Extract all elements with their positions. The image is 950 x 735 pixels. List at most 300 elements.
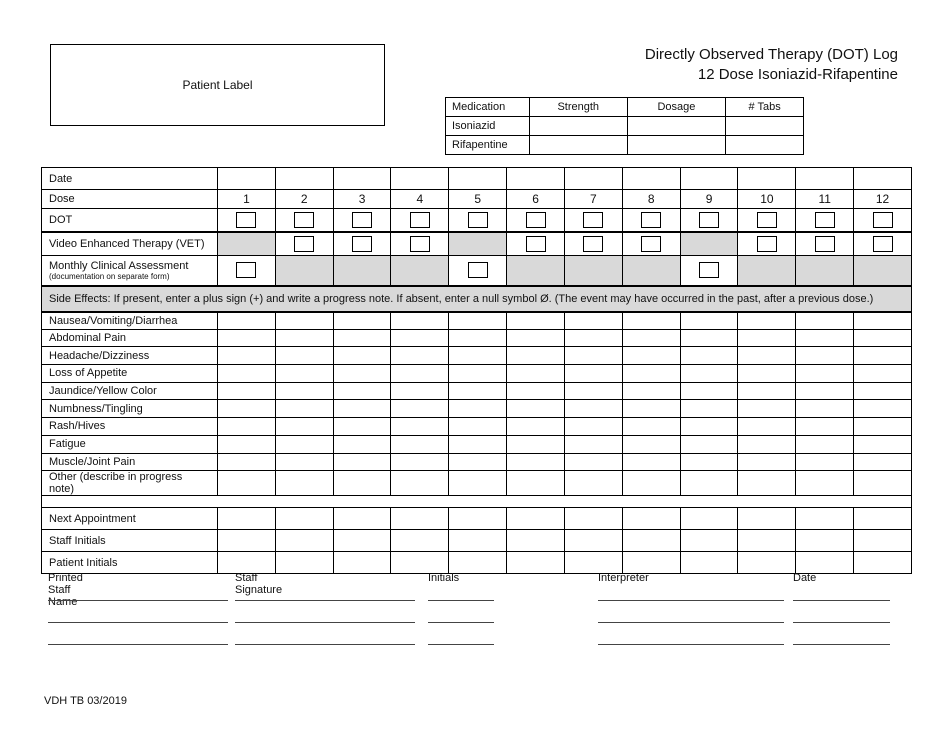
side-effect-cell[interactable]: [854, 312, 912, 330]
sig-header-printed-name: Printed Staff Name: [48, 572, 83, 608]
date-cell[interactable]: [622, 168, 680, 190]
side-effect-cell[interactable]: [622, 418, 680, 436]
side-effect-cell[interactable]: [796, 329, 854, 347]
monthly-assessment-cell-shaded: [738, 256, 796, 286]
side-effect-cell[interactable]: [564, 400, 622, 418]
strength-cell[interactable]: [529, 117, 627, 136]
side-effect-cell[interactable]: [507, 453, 565, 471]
dot-checkbox[interactable]: [641, 212, 661, 228]
vet-checkbox[interactable]: [294, 236, 314, 252]
staff-signature-line[interactable]: [235, 622, 415, 623]
side-effect-cell[interactable]: [391, 312, 449, 330]
side-effect-cell[interactable]: [218, 453, 276, 471]
interpreter-line[interactable]: [598, 600, 784, 601]
monthly-assessment-cell-shaded: [507, 256, 565, 286]
next-appointment-cell[interactable]: [738, 508, 796, 530]
patient-initials-cell[interactable]: [564, 552, 622, 574]
monthly-assessment-title: Monthly Clinical Assessment: [49, 259, 189, 272]
side-effect-cell[interactable]: [854, 453, 912, 471]
side-effect-cell[interactable]: [622, 382, 680, 400]
dot-cell: [622, 209, 680, 232]
monthly-assessment-row: [42, 256, 912, 286]
monthly-assessment-cell-shaded: [275, 256, 333, 286]
dot-checkbox[interactable]: [815, 212, 835, 228]
patient-initials-cell[interactable]: [796, 552, 854, 574]
side-effect-cell[interactable]: [333, 347, 391, 365]
date-cell[interactable]: [738, 168, 796, 190]
side-effect-cell[interactable]: [449, 312, 507, 330]
dose-number: 11: [796, 190, 854, 209]
side-effect-cell[interactable]: [218, 435, 276, 453]
side-effect-cell[interactable]: [680, 418, 738, 436]
staff-initials-cell[interactable]: [275, 530, 333, 552]
side-effect-cell[interactable]: [854, 329, 912, 347]
staff-initials-label: Staff Initials: [42, 530, 218, 552]
next-appointment-cell[interactable]: [854, 508, 912, 530]
side-effect-cell[interactable]: [796, 471, 854, 496]
patient-initials-cell[interactable]: [218, 552, 276, 574]
side-effect-cell[interactable]: [796, 453, 854, 471]
dose-number: 5: [449, 190, 507, 209]
side-effect-cell[interactable]: [680, 347, 738, 365]
column-header: Dosage: [627, 98, 726, 117]
patient-initials-cell[interactable]: [391, 552, 449, 574]
side-effect-cell[interactable]: [507, 471, 565, 496]
side-effect-cell[interactable]: [449, 347, 507, 365]
side-effect-cell[interactable]: [218, 418, 276, 436]
dot-checkbox[interactable]: [873, 212, 893, 228]
side-effect-cell[interactable]: [854, 435, 912, 453]
side-effect-label: Muscle/Joint Pain: [42, 453, 218, 471]
side-effect-cell[interactable]: [275, 418, 333, 436]
side-effect-cell[interactable]: [680, 435, 738, 453]
vet-cell: [796, 232, 854, 256]
next-appointment-cell[interactable]: [449, 508, 507, 530]
date-cell[interactable]: [449, 168, 507, 190]
side-effect-cell[interactable]: [564, 418, 622, 436]
initials-line[interactable]: [428, 622, 494, 623]
dose-number: 12: [854, 190, 912, 209]
side-effect-cell[interactable]: [680, 471, 738, 496]
side-effect-cell[interactable]: [449, 382, 507, 400]
next-appointment-cell[interactable]: [680, 508, 738, 530]
side-effect-label: Headache/Dizziness: [42, 347, 218, 365]
dot-checkbox[interactable]: [236, 212, 256, 228]
side-effect-cell[interactable]: [218, 382, 276, 400]
side-effect-cell[interactable]: [275, 435, 333, 453]
side-effect-cell[interactable]: [854, 347, 912, 365]
side-effect-cell[interactable]: [449, 471, 507, 496]
side-effect-cell[interactable]: [507, 329, 565, 347]
side-effect-cell[interactable]: [564, 435, 622, 453]
side-effect-row: [42, 365, 912, 383]
side-effect-cell[interactable]: [680, 400, 738, 418]
side-effect-cell[interactable]: [738, 312, 796, 330]
date-cell[interactable]: [564, 168, 622, 190]
dot-cell: [218, 209, 276, 232]
vet-cell: [564, 232, 622, 256]
form-title: [645, 45, 898, 85]
dot-checkbox[interactable]: [468, 212, 488, 228]
dose-number: 2: [275, 190, 333, 209]
dot-checkbox[interactable]: [294, 212, 314, 228]
side-effect-cell[interactable]: [391, 347, 449, 365]
side-effect-row: [42, 329, 912, 347]
next-appointment-cell[interactable]: [333, 508, 391, 530]
dose-number: 9: [680, 190, 738, 209]
monthly-assessment-checkbox[interactable]: [236, 262, 256, 278]
date-cell[interactable]: [391, 168, 449, 190]
side-effect-cell[interactable]: [796, 312, 854, 330]
side-effect-cell[interactable]: [275, 453, 333, 471]
side-effect-cell[interactable]: [622, 453, 680, 471]
patient-initials-cell[interactable]: [333, 552, 391, 574]
date-cell[interactable]: [333, 168, 391, 190]
side-effect-cell[interactable]: [564, 365, 622, 383]
side-effect-cell[interactable]: [738, 418, 796, 436]
dose-number: 3: [333, 190, 391, 209]
vet-cell: [622, 232, 680, 256]
staff-initials-cell[interactable]: [622, 530, 680, 552]
date-label: Date: [42, 168, 218, 190]
staff-initials-cell[interactable]: [218, 530, 276, 552]
staff-initials-cell[interactable]: [507, 530, 565, 552]
side-effect-label: Nausea/Vomiting/Diarrhea: [42, 312, 218, 330]
side-effect-cell[interactable]: [680, 312, 738, 330]
printed-name-line[interactable]: [48, 644, 228, 645]
side-effect-cell[interactable]: [333, 312, 391, 330]
date-line[interactable]: [793, 622, 890, 623]
vet-checkbox[interactable]: [526, 236, 546, 252]
dot-label: DOT: [42, 209, 218, 232]
staff-signature-line[interactable]: [235, 644, 415, 645]
next-appointment-cell[interactable]: [507, 508, 565, 530]
dosage-cell[interactable]: [627, 136, 726, 155]
patient-initials-cell[interactable]: [275, 552, 333, 574]
side-effect-cell[interactable]: [564, 453, 622, 471]
side-effect-row: [42, 347, 912, 365]
initials-line[interactable]: [428, 600, 494, 601]
patient-initials-cell[interactable]: [738, 552, 796, 574]
dot-log-table: [41, 167, 912, 574]
date-row: [42, 168, 912, 190]
side-effect-cell[interactable]: [391, 435, 449, 453]
side-effect-cell[interactable]: [854, 365, 912, 383]
side-effect-cell[interactable]: [564, 329, 622, 347]
side-effect-cell[interactable]: [275, 347, 333, 365]
tabs-cell[interactable]: [726, 136, 804, 155]
vet-checkbox[interactable]: [641, 236, 661, 252]
side-effect-cell[interactable]: [218, 471, 276, 496]
side-effect-cell[interactable]: [275, 312, 333, 330]
initials-line[interactable]: [428, 644, 494, 645]
title-line-2: 12 Dose Isoniazid-Rifapentine: [697, 66, 898, 83]
side-effect-cell[interactable]: [796, 382, 854, 400]
patient-initials-cell[interactable]: [854, 552, 912, 574]
medication-name: Isoniazid: [446, 117, 530, 136]
spacer-cell: [42, 496, 912, 508]
side-effect-cell[interactable]: [391, 365, 449, 383]
side-effect-cell[interactable]: [854, 471, 912, 496]
side-effect-cell[interactable]: [738, 400, 796, 418]
side-effect-cell[interactable]: [391, 418, 449, 436]
side-effect-label: Numbness/Tingling: [42, 400, 218, 418]
title-line-1: Directly Observed Therapy (DOT) Log: [644, 46, 898, 63]
vet-checkbox[interactable]: [873, 236, 893, 252]
strength-cell[interactable]: [529, 136, 627, 155]
vet-cell: [391, 232, 449, 256]
side-effect-cell[interactable]: [449, 418, 507, 436]
dot-cell: [738, 209, 796, 232]
side-effect-cell[interactable]: [218, 347, 276, 365]
next-appointment-label: Next Appointment: [42, 508, 218, 530]
side-effect-cell[interactable]: [738, 435, 796, 453]
vet-cell: [854, 232, 912, 256]
side-effect-row: [42, 418, 912, 436]
dot-cell: [333, 209, 391, 232]
side-effect-cell[interactable]: [333, 400, 391, 418]
date-cell[interactable]: [796, 168, 854, 190]
staff-initials-cell[interactable]: [796, 530, 854, 552]
monthly-assessment-cell-shaded: [622, 256, 680, 286]
side-effect-cell[interactable]: [449, 365, 507, 383]
side-effect-cell[interactable]: [507, 365, 565, 383]
monthly-assessment-cell-shaded: [391, 256, 449, 286]
patient-initials-row: [42, 552, 912, 574]
side-effect-cell[interactable]: [738, 347, 796, 365]
side-effect-cell[interactable]: [680, 365, 738, 383]
side-effect-cell[interactable]: [218, 365, 276, 383]
dose-row: [42, 190, 912, 209]
side-effect-cell[interactable]: [622, 471, 680, 496]
side-effect-cell[interactable]: [796, 365, 854, 383]
patient-initials-cell[interactable]: [449, 552, 507, 574]
side-effect-cell[interactable]: [507, 418, 565, 436]
vet-checkbox[interactable]: [583, 236, 603, 252]
side-effect-cell[interactable]: [564, 312, 622, 330]
side-effect-cell[interactable]: [449, 329, 507, 347]
side-effect-cell[interactable]: [507, 347, 565, 365]
side-effect-cell[interactable]: [507, 312, 565, 330]
side-effect-cell[interactable]: [333, 365, 391, 383]
column-header: Medication: [446, 98, 530, 117]
side-effect-row: [42, 382, 912, 400]
side-effect-cell[interactable]: [622, 365, 680, 383]
sig-header-initials: Initials: [428, 572, 460, 584]
side-effect-cell[interactable]: [218, 329, 276, 347]
side-effect-cell[interactable]: [796, 347, 854, 365]
medication-table: [445, 97, 804, 155]
staff-initials-cell[interactable]: [854, 530, 912, 552]
side-effect-cell[interactable]: [333, 329, 391, 347]
side-effect-cell[interactable]: [796, 418, 854, 436]
patient-initials-label: Patient Initials: [42, 552, 218, 574]
side-effect-cell[interactable]: [391, 329, 449, 347]
vet-cell: [333, 232, 391, 256]
side-effect-cell[interactable]: [507, 435, 565, 453]
monthly-assessment-label: [42, 256, 218, 286]
staff-initials-cell[interactable]: [564, 530, 622, 552]
side-effect-label: Abdominal Pain: [42, 329, 218, 347]
staff-signature-line[interactable]: [235, 600, 415, 601]
side-effect-label: Other (describe in progress note): [42, 471, 218, 496]
side-effect-cell[interactable]: [738, 471, 796, 496]
printed-name-line[interactable]: [48, 600, 228, 601]
vet-checkbox[interactable]: [757, 236, 777, 252]
dot-checkbox[interactable]: [526, 212, 546, 228]
side-effect-cell[interactable]: [564, 347, 622, 365]
vet-checkbox[interactable]: [410, 236, 430, 252]
side-effect-cell[interactable]: [622, 347, 680, 365]
monthly-assessment-note: (documentation on separate form): [49, 271, 170, 281]
vet-cell-shaded: [680, 232, 738, 256]
staff-initials-cell[interactable]: [449, 530, 507, 552]
monthly-assessment-cell: [449, 256, 507, 286]
monthly-assessment-cell-shaded: [854, 256, 912, 286]
vet-checkbox[interactable]: [352, 236, 372, 252]
side-effect-cell[interactable]: [622, 329, 680, 347]
date-line[interactable]: [793, 644, 890, 645]
side-effect-cell[interactable]: [622, 400, 680, 418]
next-appointment-cell[interactable]: [218, 508, 276, 530]
date-line[interactable]: [793, 600, 890, 601]
dosage-cell[interactable]: [627, 117, 726, 136]
side-effect-cell[interactable]: [275, 400, 333, 418]
side-effect-cell[interactable]: [680, 382, 738, 400]
side-effect-cell[interactable]: [449, 400, 507, 418]
date-cell[interactable]: [507, 168, 565, 190]
side-effect-cell[interactable]: [564, 382, 622, 400]
printed-name-line[interactable]: [48, 622, 228, 623]
next-appointment-cell[interactable]: [275, 508, 333, 530]
date-cell[interactable]: [275, 168, 333, 190]
column-header: # Tabs: [726, 98, 804, 117]
monthly-assessment-cell: [680, 256, 738, 286]
next-appointment-cell[interactable]: [564, 508, 622, 530]
dot-checkbox[interactable]: [352, 212, 372, 228]
side-effect-cell[interactable]: [796, 435, 854, 453]
side-effect-label: Fatigue: [42, 435, 218, 453]
side-effect-cell[interactable]: [622, 312, 680, 330]
date-cell[interactable]: [854, 168, 912, 190]
vet-cell: [275, 232, 333, 256]
side-effect-cell[interactable]: [391, 382, 449, 400]
side-effect-cell[interactable]: [333, 435, 391, 453]
sig-header-interpreter: Interpreter: [598, 572, 649, 584]
side-effect-cell[interactable]: [275, 329, 333, 347]
dot-checkbox[interactable]: [583, 212, 603, 228]
dot-checkbox[interactable]: [757, 212, 777, 228]
side-effect-cell[interactable]: [391, 400, 449, 418]
monthly-assessment-cell-shaded: [796, 256, 854, 286]
side-effects-instructions: Side Effects: If present, enter a plus sign (+) and write a progress note. If absent, enter a null symbol Ø. (The event may have occurred in the past, after a previous dose.): [42, 286, 912, 312]
staff-initials-cell[interactable]: [391, 530, 449, 552]
staff-initials-cell[interactable]: [680, 530, 738, 552]
dot-cell: [507, 209, 565, 232]
monthly-assessment-checkbox[interactable]: [699, 262, 719, 278]
side-effect-cell[interactable]: [507, 382, 565, 400]
dot-cell: [796, 209, 854, 232]
side-effect-cell[interactable]: [738, 329, 796, 347]
vet-row: [42, 232, 912, 256]
next-appointment-cell[interactable]: [622, 508, 680, 530]
side-effect-cell[interactable]: [564, 471, 622, 496]
side-effect-cell[interactable]: [854, 400, 912, 418]
side-effect-cell[interactable]: [275, 365, 333, 383]
side-effect-cell[interactable]: [738, 453, 796, 471]
patient-initials-cell[interactable]: [622, 552, 680, 574]
staff-initials-cell[interactable]: [738, 530, 796, 552]
vet-label: Video Enhanced Therapy (VET): [42, 232, 218, 256]
side-effect-cell[interactable]: [449, 435, 507, 453]
column-header: Strength: [529, 98, 627, 117]
tabs-cell[interactable]: [726, 117, 804, 136]
side-effect-row: [42, 435, 912, 453]
form-code: VDH TB 03/2019: [44, 695, 127, 707]
dot-checkbox[interactable]: [410, 212, 430, 228]
dot-cell: [449, 209, 507, 232]
medication-row: [446, 136, 804, 155]
side-effect-cell[interactable]: [738, 365, 796, 383]
side-effect-cell[interactable]: [333, 453, 391, 471]
monthly-assessment-cell: [218, 256, 276, 286]
patient-initials-cell[interactable]: [680, 552, 738, 574]
next-appointment-cell[interactable]: [796, 508, 854, 530]
side-effect-cell[interactable]: [275, 471, 333, 496]
monthly-assessment-checkbox[interactable]: [468, 262, 488, 278]
side-effect-row: [42, 312, 912, 330]
side-effect-cell[interactable]: [507, 400, 565, 418]
next-appointment-row: [42, 508, 912, 530]
side-effect-cell[interactable]: [275, 382, 333, 400]
sig-header-date: Date: [793, 572, 817, 584]
side-effect-cell[interactable]: [333, 418, 391, 436]
date-cell[interactable]: [218, 168, 276, 190]
dose-number: 10: [738, 190, 796, 209]
interpreter-line[interactable]: [598, 644, 784, 645]
dot-checkbox[interactable]: [699, 212, 719, 228]
side-effect-cell[interactable]: [680, 453, 738, 471]
vet-cell: [738, 232, 796, 256]
next-appointment-cell[interactable]: [391, 508, 449, 530]
side-effect-cell[interactable]: [738, 382, 796, 400]
patient-label-box: [50, 44, 385, 126]
staff-initials-cell[interactable]: [333, 530, 391, 552]
side-effect-cell[interactable]: [854, 418, 912, 436]
side-effect-cell[interactable]: [854, 382, 912, 400]
side-effect-cell[interactable]: [449, 453, 507, 471]
side-effect-cell[interactable]: [391, 453, 449, 471]
monthly-assessment-cell-shaded: [333, 256, 391, 286]
dot-cell: [854, 209, 912, 232]
side-effect-cell[interactable]: [796, 400, 854, 418]
side-effect-cell[interactable]: [622, 435, 680, 453]
medication-name: Rifapentine: [446, 136, 530, 155]
patient-label-text: Patient Label: [182, 78, 253, 92]
dose-number: 8: [622, 190, 680, 209]
date-cell[interactable]: [680, 168, 738, 190]
side-effect-cell[interactable]: [333, 471, 391, 496]
dot-cell: [564, 209, 622, 232]
side-effect-cell[interactable]: [680, 329, 738, 347]
side-effect-cell[interactable]: [218, 400, 276, 418]
patient-initials-cell[interactable]: [507, 552, 565, 574]
side-effect-cell[interactable]: [391, 471, 449, 496]
side-effect-cell[interactable]: [218, 312, 276, 330]
side-effect-cell[interactable]: [333, 382, 391, 400]
vet-checkbox[interactable]: [815, 236, 835, 252]
interpreter-line[interactable]: [598, 622, 784, 623]
